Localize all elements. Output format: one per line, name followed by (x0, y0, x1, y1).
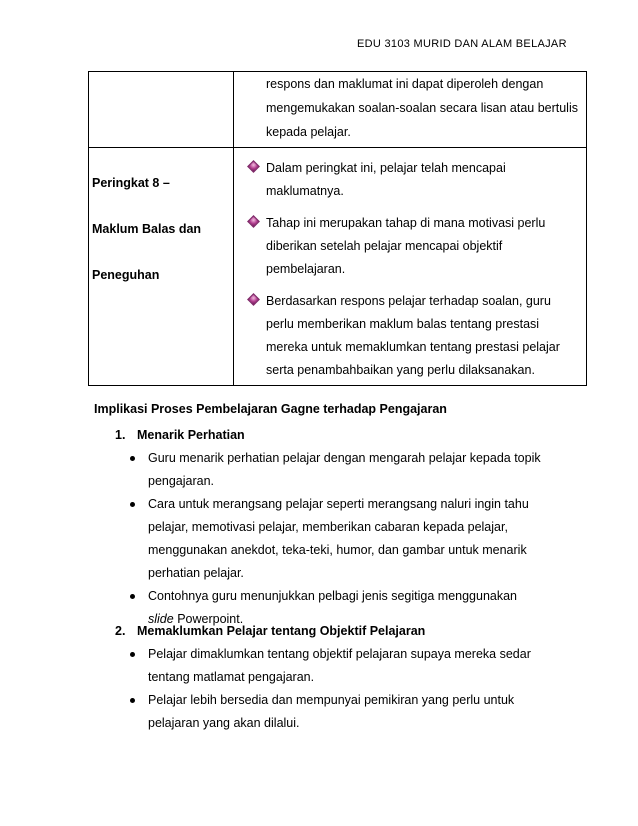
continued-text-cell (234, 72, 587, 148)
numbered-heading-1 (115, 428, 245, 442)
bullet-tail-line: slide Powerpoint. (148, 612, 244, 626)
item-heading: Menarik Perhatian (137, 428, 245, 442)
phase-title-line: Maklum Balas dan (92, 222, 202, 236)
phase-title-line: Peneguhan (92, 268, 160, 282)
continued-line: respons dan maklumat ini dapat diperoleh dengan (266, 77, 544, 91)
phase-bullet (234, 290, 582, 382)
bullet-line: diberikan setelah pelajar mencapai objektif (266, 239, 503, 253)
continued-line: kepada pelajar. (266, 125, 351, 139)
diamond-bullet-icon (247, 215, 260, 228)
bullet-line: maklumatnya. (266, 184, 344, 198)
page-header: EDU 3103 MURID DAN ALAM BELAJAR (357, 38, 567, 50)
section-title: Implikasi Proses Pembelajaran Gagne terhadap Pengajaran (94, 402, 447, 416)
empty-phase-cell (89, 72, 234, 148)
table-row-phase-8 (89, 148, 587, 386)
continued-line: mengemukakan soalan-soalan secara lisan atau bertulis (266, 101, 578, 115)
diamond-bullet-icon (247, 293, 260, 306)
table-row-continued (89, 72, 587, 148)
bullet-dot-icon (130, 652, 135, 657)
list-item: Pelajar dimaklumkan tentang objektif pelajaran supaya mereka sedar tentang matlamat pengajaran. (130, 643, 550, 689)
bullet-dot-icon (130, 698, 135, 703)
phase-description-cell (234, 148, 587, 386)
numbered-heading-2 (115, 624, 425, 638)
bullet-line: mereka untuk memaklumkan tentang prestasi pelajar (266, 340, 560, 354)
list-item: Contohnya guru menunjukkan pelbagi jenis segitiga menggunakan slide Powerpoint. (130, 585, 550, 631)
list-item: Cara untuk merangsang pelajar seperti merangsang naluri ingin tahu pelajar, memotivasi pelajar, memberikan cabaran kepada pelajar, menggunakan anekdot, teka-teki, humor, dan gambar untuk menarik perhatian pelajar. (130, 493, 550, 585)
item-heading: Memaklumkan Pelajar tentang Objektif Pelajaran (137, 624, 426, 638)
phase-bullet (234, 157, 582, 203)
bullet-dot-icon (130, 594, 135, 599)
bullet-line: Dalam peringkat ini, pelajar telah mencapai (266, 161, 506, 175)
phase-title-cell (89, 148, 234, 386)
list-item: Guru menarik perhatian pelajar dengan mengarah pelajar kepada topik pengajaran. (130, 447, 550, 493)
bullet-line: serta penambahbaikan yang perlu dilaksanakan. (266, 363, 535, 377)
diamond-bullet-icon (247, 160, 260, 173)
phase-title-line: Peringkat 8 – (92, 176, 170, 190)
bullet-line: Berdasarkan respons pelajar terhadap soalan, guru (266, 294, 551, 308)
bullet-line: perlu memberikan maklum balas tentang prestasi (266, 317, 540, 331)
bullet-line: Tahap ini merupakan tahap di mana motivasi perlu (266, 216, 546, 230)
item-number: 1. (115, 428, 126, 442)
list-item: Pelajar lebih bersedia dan mempunyai pemikiran yang perlu untuk pelajaran yang akan dilalui. (130, 689, 550, 735)
bullet-line: pembelajaran. (266, 262, 346, 276)
bullet-dot-icon (130, 502, 135, 507)
phase-bullet (234, 212, 582, 281)
item-1-bullets (130, 447, 550, 631)
gagne-phase-table (88, 71, 587, 386)
bullet-dot-icon (130, 456, 135, 461)
item-2-bullets (130, 643, 550, 735)
item-number: 2. (115, 624, 126, 638)
